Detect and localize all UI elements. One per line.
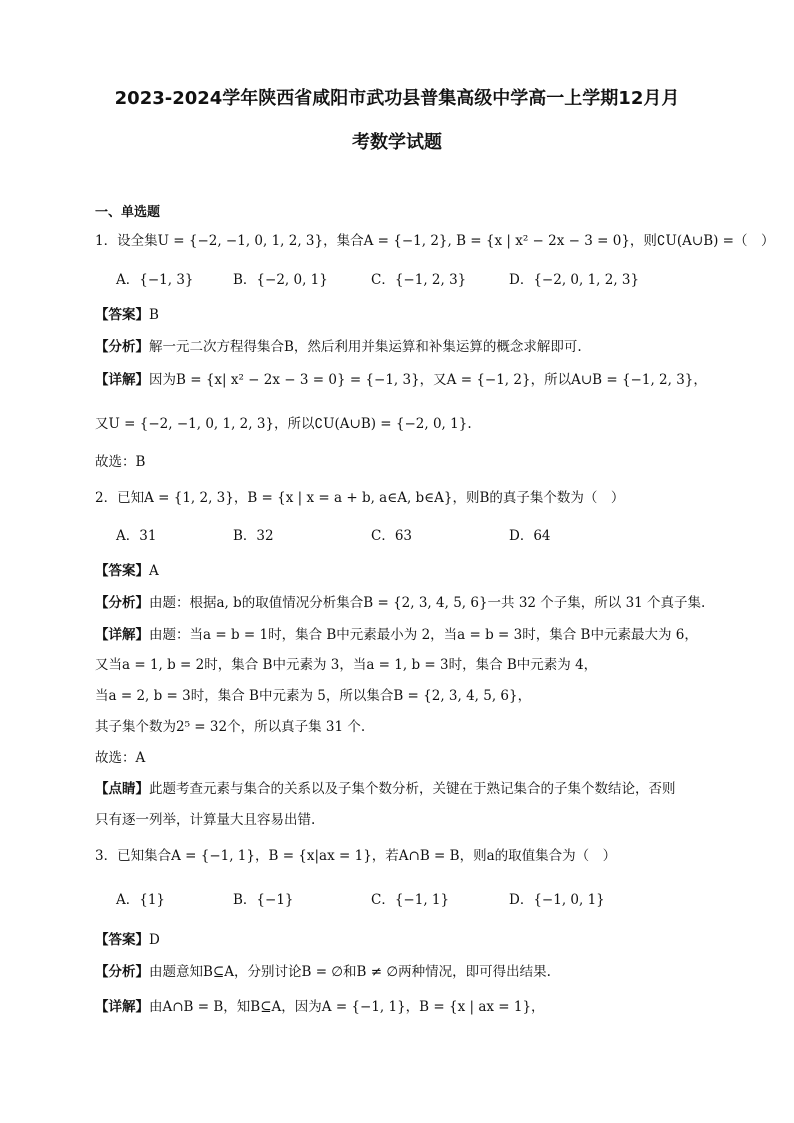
answer-tag: 【答案】 xyxy=(95,563,149,579)
question-2-answer xyxy=(95,565,159,579)
question-3-analysis xyxy=(95,966,551,980)
question-2-comment-line-2: 只有逐一列举，计算量大且容易出错. xyxy=(95,812,316,828)
detail-tag: 【详解】 xyxy=(95,999,149,1015)
comment-text: 此题考查元素与集合的关系以及子集个数分析，关键在于熟记集合的子集个数结论，否则 xyxy=(149,781,676,797)
question-2-detail-line-4: 其子集个数为2⁵ = 32个，所以真子集 31 个. xyxy=(95,719,366,735)
question-2-option-d: D．64 xyxy=(509,528,551,544)
question-1-option-a: A．{−1, 3} xyxy=(116,272,194,288)
question-1-options xyxy=(116,274,734,290)
answer-value: D xyxy=(149,932,160,948)
question-1-stem: 1．设全集U = {−2, −1, 0, 1, 2, 3}，集合A = {−1, 2}, B = {x | x² − 2x − 3 = 0}，则∁U(A∪B) =（ ） xyxy=(95,233,775,249)
question-2-option-c: C．63 xyxy=(371,528,413,544)
question-2-comment-line-1 xyxy=(95,783,676,797)
section-heading: 一、单选题 xyxy=(95,205,161,220)
question-1-option-c: C．{−1, 2, 3} xyxy=(371,272,467,288)
question-1-choose: 故选：B xyxy=(95,454,146,470)
question-2-analysis xyxy=(95,597,705,611)
analysis-text: 由题意知B⊆A，分别讨论B = ∅和B ≠ ∅两种情况，即可得出结果. xyxy=(149,964,551,980)
question-2-option-a: A．31 xyxy=(116,528,157,544)
question-2-options xyxy=(116,530,734,546)
question-1-analysis xyxy=(95,341,582,355)
detail-tag: 【详解】 xyxy=(95,627,149,643)
question-3-option-b: B．{−1} xyxy=(233,892,294,908)
question-1-detail-line-1 xyxy=(95,374,707,388)
question-1-answer xyxy=(95,309,159,323)
question-3-detail-line-1 xyxy=(95,1001,545,1015)
question-2-choose: 故选：A xyxy=(95,750,146,766)
answer-tag: 【答案】 xyxy=(95,932,149,948)
answer-value: B xyxy=(149,307,159,323)
question-3-option-c: C．{−1, 1} xyxy=(371,892,450,908)
detail-text: 由题：当a = b = 1时，集合 B中元素最小为 2，当a = b = 3时，集合 B中元素最大为 6， xyxy=(149,627,698,643)
question-3-option-a: A．{1} xyxy=(116,892,166,908)
question-2-option-b: B．32 xyxy=(233,528,274,544)
detail-text: 由A∩B = B，知B⊆A，因为A = {−1, 1}，B = {x | ax = 1}， xyxy=(149,999,545,1015)
question-3-answer xyxy=(95,934,160,948)
document-title-line-2: 考数学试题 xyxy=(352,132,442,153)
question-1-option-b: B．{−2, 0, 1} xyxy=(233,272,328,288)
answer-value: A xyxy=(149,563,159,579)
document-title-line-1: 2023-2024学年陕西省咸阳市武功县普集高级中学高一上学期12月月 xyxy=(114,88,680,109)
comment-tag: 【点睛】 xyxy=(95,781,149,797)
detail-text: 因为B = {x| x² − 2x − 3 = 0} = {−1, 3}，又A = {−1, 2}，所以A∪B = {−1, 2, 3}， xyxy=(149,372,707,388)
question-1-detail-line-2: 又U = {−2, −1, 0, 1, 2, 3}，所以∁U(A∪B) = {−2, 0, 1}. xyxy=(95,416,472,432)
question-3-option-d: D．{−1, 0, 1} xyxy=(509,892,605,908)
detail-tag: 【详解】 xyxy=(95,372,149,388)
analysis-tag: 【分析】 xyxy=(95,339,149,355)
analysis-text: 解一元二次方程得集合B，然后利用并集运算和补集运算的概念求解即可. xyxy=(149,339,582,355)
question-2-detail-line-2: 又当a = 1, b = 2时，集合 B中元素为 3，当a = 1, b = 3时，集合 B中元素为 4， xyxy=(95,657,598,673)
question-3-stem: 3．已知集合A = {−1, 1}，B = {x|ax = 1}，若A∩B = B，则a的取值集合为（ ） xyxy=(95,848,617,864)
analysis-tag: 【分析】 xyxy=(95,964,149,980)
question-2-detail-line-3: 当a = 2, b = 3时，集合 B中元素为 5，所以集合B = {2, 3, 4, 5, 6}， xyxy=(95,688,532,704)
question-2-stem: 2．已知A = {1, 2, 3}，B = {x | x = a + b, a∈A, b∈A}，则B的真子集个数为（ ） xyxy=(95,490,625,506)
analysis-text: 由题：根据a, b的取值情况分析集合B = {2, 3, 4, 5, 6}一共 32 个子集，所以 31 个真子集. xyxy=(149,595,706,611)
question-2-detail-line-1 xyxy=(95,629,698,643)
question-1-option-d: D．{−2, 0, 1, 2, 3} xyxy=(509,272,640,288)
question-3-options xyxy=(116,894,734,910)
answer-tag: 【答案】 xyxy=(95,307,149,323)
analysis-tag: 【分析】 xyxy=(95,595,149,611)
